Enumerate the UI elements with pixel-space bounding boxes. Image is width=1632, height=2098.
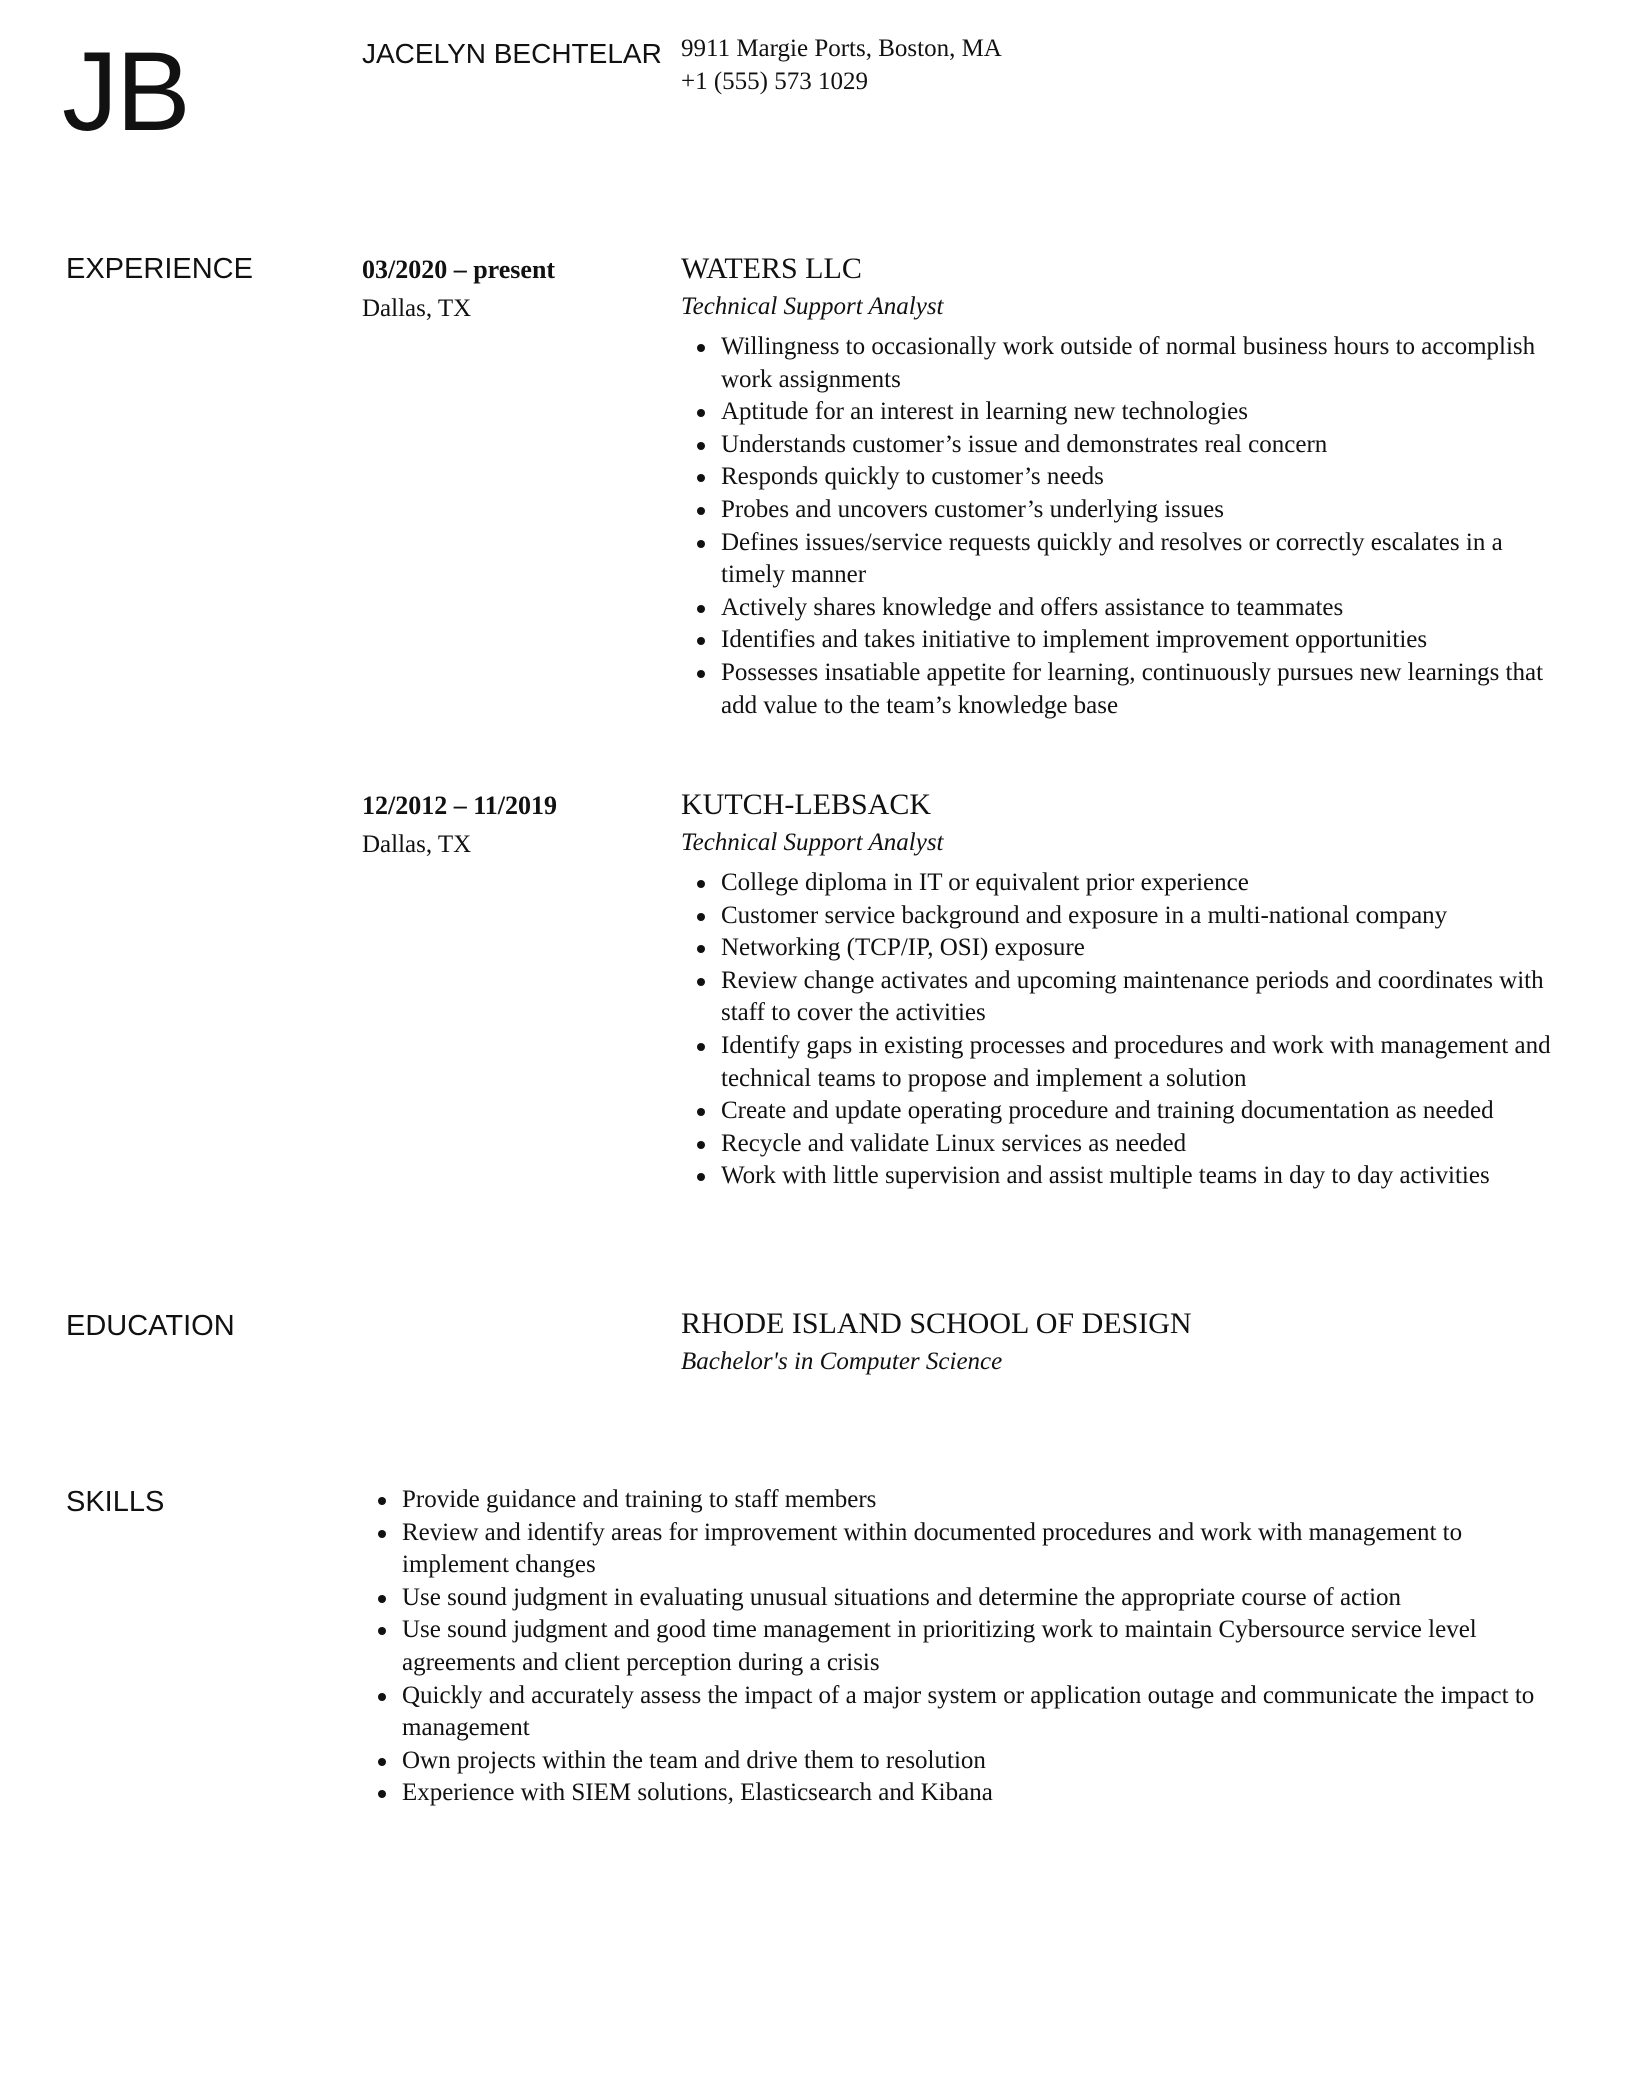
skills-bullet-list xyxy=(362,1484,1572,1810)
list-item: Use sound judgment and good time management in prioritizing work to maintain Cybersource service level agreements and client perception during a crisis xyxy=(362,1614,1572,1679)
monogram: JB xyxy=(62,29,189,154)
contact-phone: +1 (555) 573 1029 xyxy=(681,68,868,95)
list-item: Recycle and validate Linux services as needed xyxy=(681,1128,1561,1161)
job-1-company: WATERS LLC xyxy=(681,252,862,285)
list-item: Defines issues/service requests quickly and resolves or correctly escalates in a timely manner xyxy=(681,527,1561,592)
skills-section-title: SKILLS xyxy=(66,1486,165,1518)
list-item: Experience with SIEM solutions, Elasticsearch and Kibana xyxy=(362,1777,1572,1810)
list-item: Aptitude for an interest in learning new technologies xyxy=(681,396,1561,429)
list-item: Probes and uncovers customer’s underlying issues xyxy=(681,494,1561,527)
job-2-dates: 12/2012 – 11/2019 xyxy=(362,791,558,820)
list-item: Work with little supervision and assist multiple teams in day to day activities xyxy=(681,1160,1561,1193)
education-degree: Bachelor's in Computer Science xyxy=(681,1348,1003,1375)
list-item: Identify gaps in existing processes and procedures and work with management and technical teams to propose and implement a solution xyxy=(681,1030,1561,1095)
experience-section-title: EXPERIENCE xyxy=(66,253,253,285)
list-item: Use sound judgment in evaluating unusual situations and determine the appropriate course of action xyxy=(362,1582,1572,1615)
list-item: Identifies and takes initiative to implement improvement opportunities xyxy=(681,624,1561,657)
full-name: JACELYN BECHTELAR xyxy=(362,38,662,69)
list-item: Responds quickly to customer’s needs xyxy=(681,461,1561,494)
contact-address: 9911 Margie Ports, Boston, MA xyxy=(681,35,1002,62)
list-item: College diploma in IT or equivalent prior experience xyxy=(681,867,1561,900)
job-2-bullet-list xyxy=(681,867,1561,1193)
list-item: Create and update operating procedure and training documentation as needed xyxy=(681,1095,1561,1128)
education-section-title: EDUCATION xyxy=(66,1310,235,1342)
list-item: Own projects within the team and drive them to resolution xyxy=(362,1745,1572,1778)
job-1-dates: 03/2020 – present xyxy=(362,255,556,284)
job-2-role: Technical Support Analyst xyxy=(681,829,944,856)
education-school: RHODE ISLAND SCHOOL OF DESIGN xyxy=(681,1307,1192,1340)
job-1-bullet-list xyxy=(681,331,1561,722)
list-item: Review change activates and upcoming maintenance periods and coordinates with staff to cover the activities xyxy=(681,965,1561,1030)
list-item: Quickly and accurately assess the impact of a major system or application outage and communicate the impact to management xyxy=(362,1680,1572,1745)
job-2-company: KUTCH-LEBSACK xyxy=(681,788,932,821)
job-2-location: Dallas, TX xyxy=(362,831,472,858)
list-item: Customer service background and exposure in a multi-national company xyxy=(681,900,1561,933)
list-item: Actively shares knowledge and offers assistance to teammates xyxy=(681,592,1561,625)
job-1-location: Dallas, TX xyxy=(362,295,472,322)
list-item: Possesses insatiable appetite for learning, continuously pursues new learnings that add value to the team’s knowledge base xyxy=(681,657,1561,722)
list-item: Provide guidance and training to staff members xyxy=(362,1484,1572,1517)
list-item: Willingness to occasionally work outside of normal business hours to accomplish work assignments xyxy=(681,331,1561,396)
job-1-role: Technical Support Analyst xyxy=(681,293,944,320)
list-item: Review and identify areas for improvement within documented procedures and work with management to implement changes xyxy=(362,1517,1572,1582)
list-item: Networking (TCP/IP, OSI) exposure xyxy=(681,932,1561,965)
list-item: Understands customer’s issue and demonstrates real concern xyxy=(681,429,1561,462)
